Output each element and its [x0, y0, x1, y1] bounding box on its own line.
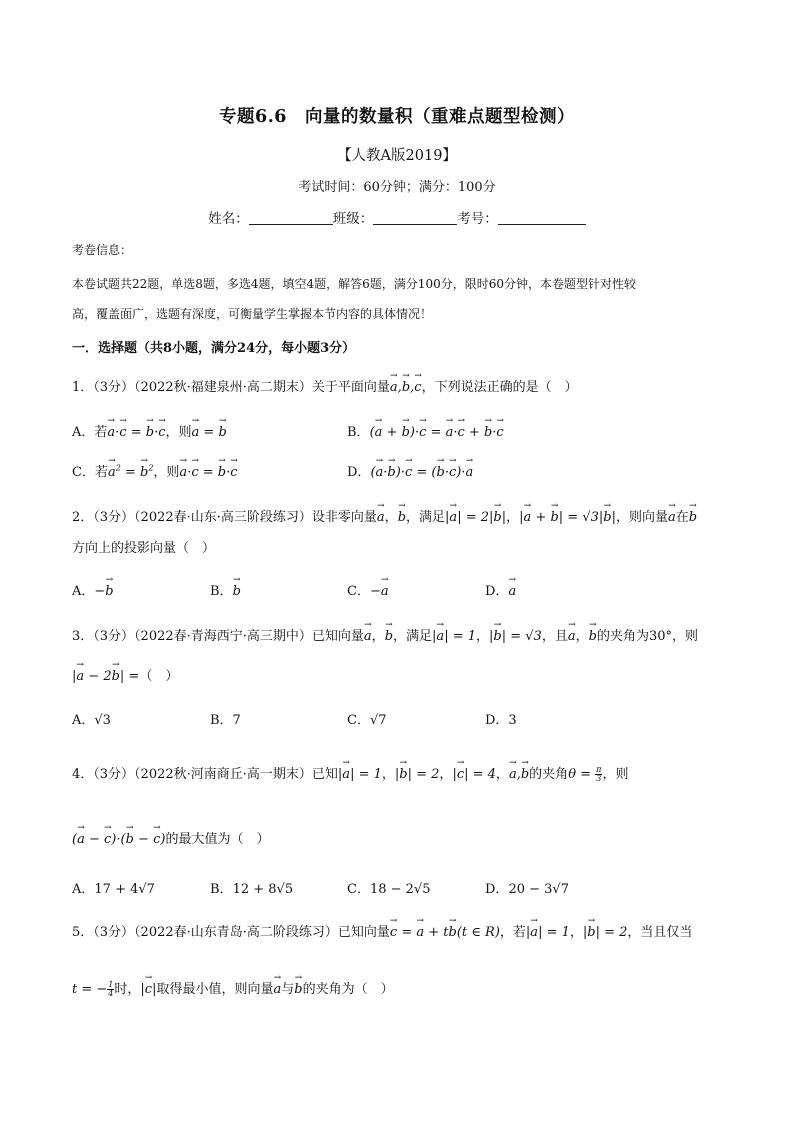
name-label: 姓名： — [208, 211, 249, 227]
question-4-option-a[interactable]: A．17 + 4√7 — [72, 882, 155, 897]
info-line-2: 高，覆盖面广，选题有深度，可衡量学生掌握本节内容的具体情况！ — [72, 307, 433, 321]
question-2-option-b[interactable]: B．→ b — [210, 580, 241, 599]
exam-info: 考试时间：60分钟；满分：100分 — [298, 180, 496, 195]
question-3-line-2: |→ a − 2→ b| =（ ） — [72, 665, 178, 684]
student-fields — [0, 207, 794, 227]
number-field[interactable] — [498, 210, 586, 225]
question-5-line-2: t = − $\frac{1}{4}$ 时，|→ c|取得最小值，则向量→ a与→ b的夹角为（ ） — [72, 978, 394, 998]
question-2-option-d[interactable]: D．→ a — [485, 580, 516, 599]
question-2-option-c[interactable]: C．−→ a — [347, 580, 389, 599]
info-line-1: 本卷试题共22题，单选8题，多选4题，填空4题，解答6题，满分100分，限时60分钟，本卷题型针对性较 — [72, 277, 636, 291]
vectors-abc: → a,→ b,→ c — [390, 380, 422, 395]
question-1-option-a[interactable]: A．若→ a·→ c = → b·→ c，则→ a = → b — [72, 421, 227, 440]
question-3-option-a[interactable]: A．√3 — [72, 713, 111, 728]
question-1-option-b[interactable]: B．(→ a + → b)·→ c = → a·→ c + → b·→ c — [347, 421, 504, 440]
question-2-line-2: 方向上的投影向量（ ） — [72, 541, 216, 556]
question-1-option-d[interactable]: D．(→ a·→ b)·→ c = (→ b·→ c)·→ a — [347, 461, 473, 480]
question-3-option-b[interactable]: B．7 — [210, 713, 241, 728]
question-1-option-c[interactable]: C．若→ $a^2$ = → $b^2$，则→ a·→ c = → b·→ c — [72, 461, 238, 480]
question-4-stem: 4．（3分）（2022秋·河南商丘·高一期末）已知|→ a| = 1，|→ b| = 2，|→ c| = 4，→ a,→ b的夹角θ = $\frac{\pi}{3}$ ，则 — [72, 763, 628, 783]
question-4-option-d[interactable]: D．20 − 3√7 — [485, 882, 569, 897]
class-field[interactable] — [373, 210, 457, 225]
question-1-stem: 1．（3分）（2022秋·福建泉州·高二期末）关于平面向量→ a,→ b,→ c，下列说法正确的是（ ） — [72, 376, 578, 395]
name-field[interactable] — [249, 210, 333, 225]
question-2-stem: 2．（3分）（2022春·山东·高三阶段练习）设非零向量→ a，→ b，满足|→ a| = 2|→ b|，|→ a + → b| = √3|→ b|，则向量→ a在→ b — [72, 506, 697, 525]
question-3-option-d[interactable]: D．3 — [485, 713, 517, 728]
question-4-option-b[interactable]: B．12 + 8√5 — [210, 882, 294, 897]
question-4-option-c[interactable]: C．18 − 2√5 — [347, 882, 431, 897]
question-2-option-a[interactable]: A．−→ b — [72, 580, 114, 599]
question-4-line-2: (→ a − → c)·(→ b − → c)的最大值为（ ） — [72, 828, 269, 847]
question-3-stem: 3．（3分）（2022春·青海西宁·高三期中）已知向量→ a，→ b，满足|→ a| = 1，|→ b| = √3，且→ a，→ b的夹角为30°，则 — [72, 625, 698, 644]
number-label: 考号： — [457, 211, 498, 227]
info-heading: 考卷信息： — [72, 243, 133, 257]
edition-label: 【人教A版2019】 — [337, 148, 457, 164]
section-heading: 一．选择题（共8小题，满分24分，每小题3分） — [72, 341, 356, 356]
question-5-stem: 5．（3分）（2022春·山东青岛·高二阶段练习）已知向量→ c = → a + t→ b(t ∈ R)，若|→ a| = 1，|→ b| = 2，当且仅当 — [72, 921, 692, 940]
class-label: 班级： — [332, 211, 374, 227]
page-title: 专题6.6 向量的数量积（重难点题型检测） — [219, 107, 575, 127]
question-3-option-c[interactable]: C．√7 — [347, 713, 387, 728]
